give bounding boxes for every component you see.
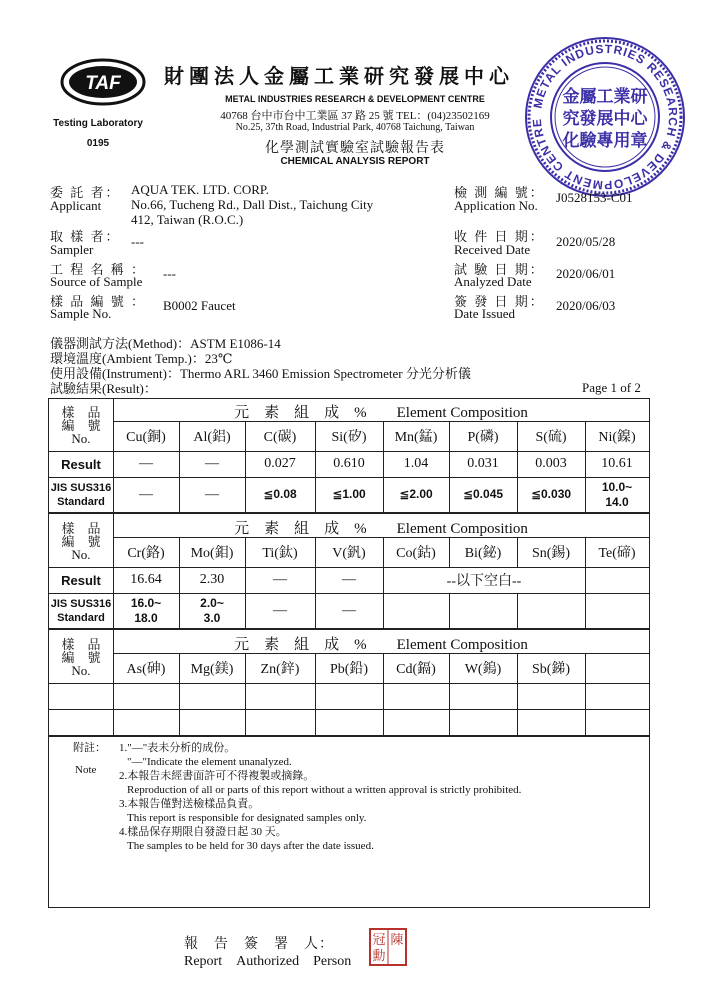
standard-value: ≦2.00	[399, 487, 433, 501]
result-value: 2.30	[199, 572, 225, 587]
signature-label-en: Report Authorized Person	[184, 954, 352, 969]
note-1-zh: 1."—"表未分析的成份。	[119, 742, 236, 754]
issued-date-label-en: Date Issued	[454, 306, 516, 321]
source-value: ---	[163, 266, 176, 281]
element-header: Cd(鎘)	[396, 662, 436, 677]
composition-table	[48, 398, 650, 908]
lab-type: Testing Laboratory	[53, 118, 143, 129]
element-header: Sb(銻)	[531, 662, 571, 677]
svg-text:金屬工業研: 金屬工業研	[562, 87, 648, 107]
result-value: —	[273, 572, 287, 587]
taf-logo-text: TAF	[85, 73, 121, 94]
standard-value: ≦0.030	[530, 487, 572, 501]
element-header: Ni(鎳)	[598, 430, 636, 445]
result-value: 10.61	[601, 456, 633, 471]
result-value: 0.610	[333, 456, 365, 471]
applicant-name: AQUA TEK. LTD. CORP.	[131, 182, 269, 197]
element-header: W(鎢)	[464, 662, 502, 677]
svg-text:化驗專用章: 化驗專用章	[562, 131, 648, 151]
lab-number: 0195	[86, 138, 110, 149]
application-no-label-zh: 檢 測 編 號：	[454, 185, 545, 200]
stamp-ring-text: METAL INDUSTRIES RESEARCH & DEVELOPMENT CENTRE	[529, 41, 681, 193]
personal-seal	[368, 927, 408, 967]
composition-title: 元 素 組 成 % Element Composition	[234, 405, 528, 421]
result-value: —	[139, 456, 153, 471]
sample-no-header: 樣 品 編 號 No.	[61, 636, 101, 678]
analyzed-date-label-en: Analyzed Date	[454, 274, 532, 289]
result-value: 16.64	[130, 572, 162, 587]
sample-no-header: 樣 品 編 號 No.	[61, 404, 101, 446]
applicant-label-en: Applicant	[50, 198, 102, 213]
svg-text:陳: 陳	[390, 933, 404, 948]
org-name-zh: 財團法人金屬工業研究發展中心	[164, 66, 514, 88]
application-no-label-en: Application No.	[454, 198, 538, 213]
standard-value-range: 10.0~ 14.0	[601, 479, 633, 509]
standard-row-label: JIS SUS316 Standard	[50, 481, 112, 508]
element-header: C(碳)	[263, 430, 297, 445]
method-line: 儀器測試方法(Method)：ASTM E1086-14	[50, 336, 281, 351]
issued-date-value: 2020/06/03	[556, 298, 616, 313]
note-3-en: This report is responsible for designated samples only.	[127, 812, 367, 824]
instrument-line: 使用設備(Instrument)：Thermo ARL 3460 Emission Spectrometer 分光分析儀	[50, 366, 471, 381]
org-name-en: METAL INDUSTRIES RESEARCH & DEVELOPMENT CENTRE	[225, 94, 485, 104]
standard-value: —	[205, 486, 219, 502]
svg-text:究發展中心: 究發展中心	[562, 109, 648, 129]
sampler-label-zh: 取 樣 者：	[50, 229, 121, 244]
note-3-zh: 3.本報告僅對送檢樣品負責。	[119, 798, 260, 810]
element-header: Bi(鉍)	[464, 546, 502, 561]
composition-title: 元 素 組 成 % Element Composition	[234, 521, 528, 537]
signature-label-zh: 報 告 簽 署 人：	[184, 937, 334, 952]
element-header: As(砷)	[126, 662, 166, 677]
issued-date-label-zh: 簽 發 日 期：	[454, 294, 545, 309]
result-row-label: Result	[61, 572, 101, 588]
note-1-en: "—"Indicate the element unanalyzed.	[127, 756, 292, 768]
report-title-zh: 化學測試實驗室試驗報告表	[265, 141, 445, 156]
analyzed-date-label-zh: 試 驗 日 期：	[454, 262, 545, 277]
sample-no-label-zh: 樣 品 編 號 ：	[50, 294, 147, 309]
mirdc-stamp	[524, 36, 686, 198]
svg-text:冠: 冠	[372, 933, 386, 948]
result-value: —	[342, 572, 356, 587]
source-label-en: Source of Sample	[50, 274, 143, 289]
address-en: No.25, 37th Road, Industrial Park, 40768 Taichung, Taiwan	[235, 122, 475, 133]
received-date-value: 2020/05/28	[556, 234, 616, 249]
standard-value: —	[342, 602, 356, 618]
element-header: Cr(鉻)	[127, 546, 165, 561]
ambient-temp-line: 環境溫度(Ambient Temp.)：23℃	[50, 351, 233, 366]
element-header: Mg(鎂)	[190, 662, 234, 677]
note-2-zh: 2.本報告未經書面許可不得複製或摘錄。	[119, 770, 315, 782]
applicant-address: No.66, Tucheng Rd., Dall Dist., Taichung City	[131, 197, 374, 212]
element-header: S(硫)	[535, 430, 567, 445]
element-header: Al(鋁)	[193, 430, 231, 445]
svg-text:勳: 勳	[372, 949, 386, 964]
composition-title: 元 素 組 成 % Element Composition	[234, 637, 528, 653]
sample-no-value: B0002 Faucet	[163, 298, 236, 313]
received-date-label-zh: 收 件 日 期：	[454, 229, 545, 244]
report-title-en: CHEMICAL ANALYSIS REPORT	[280, 156, 430, 167]
standard-value-range: 16.0~ 18.0	[130, 595, 162, 625]
element-header: Mn(錳)	[394, 430, 438, 445]
note-2-en: Reproduction of all or parts of this report without a written approval is strictly prohibited.	[127, 784, 522, 796]
standard-value: ≦0.045	[462, 487, 504, 501]
element-header: Co(鈷)	[396, 546, 436, 561]
element-header: Ti(鈦)	[262, 546, 298, 561]
page-number: Page 1 of 2	[582, 380, 641, 395]
application-no-value: J0528153-C01	[556, 190, 633, 205]
note-4-zh: 4.樣品保存期限自發證日起 30 天。	[119, 826, 287, 838]
sampler-label-en: Sampler	[50, 242, 94, 257]
sample-no-header: 樣 品 編 號 No.	[61, 520, 101, 562]
element-header: Sn(錫)	[531, 546, 571, 561]
element-header: Pb(鉛)	[329, 662, 369, 677]
element-header: P(磷)	[467, 430, 499, 445]
note-label-zh: 附註：	[73, 742, 106, 754]
address-zh: 40768 台中市台中工業區 37 路 25 號 TEL：(04)23502169	[220, 110, 490, 122]
standard-value: ≦0.08	[263, 487, 297, 501]
standard-value: —	[273, 602, 287, 618]
element-header: Zn(鋅)	[260, 662, 300, 677]
element-header: Cu(銅)	[126, 430, 166, 445]
result-value: —	[205, 456, 219, 471]
standard-value: ≦1.00	[332, 487, 366, 501]
applicant-address-2: 412, Taiwan (R.O.C.)	[131, 212, 244, 227]
result-value: 0.003	[535, 456, 567, 471]
standard-value-range: 2.0~ 3.0	[200, 595, 224, 625]
source-label-zh: 工 程 名 稱 ：	[50, 262, 147, 277]
received-date-label-en: Received Date	[454, 242, 531, 257]
result-value: 0.031	[467, 456, 499, 471]
element-header: Si(矽)	[331, 430, 367, 445]
taf-logo	[60, 58, 146, 106]
analyzed-date-value: 2020/06/01	[556, 266, 616, 281]
element-header: V(釩)	[332, 546, 366, 561]
result-heading: 試驗結果(Result)：	[50, 381, 157, 396]
result-value: 0.027	[264, 456, 296, 471]
note-label-en: Note	[75, 764, 97, 776]
standard-row-label: JIS SUS316 Standard	[50, 597, 112, 624]
applicant-label-zh: 委 託 者：	[50, 185, 121, 200]
result-value: 1.04	[403, 456, 429, 471]
element-header: Mo(鉬)	[190, 546, 234, 561]
sample-no-label-en: Sample No.	[50, 306, 112, 321]
element-header: Te(碲)	[598, 546, 636, 561]
blank-marker: --以下空白--	[446, 574, 522, 589]
sampler-value: ---	[131, 234, 144, 249]
note-4-en: The samples to be held for 30 days after the date issued.	[127, 840, 374, 852]
result-row-label: Result	[61, 456, 101, 472]
standard-value: —	[139, 486, 153, 502]
